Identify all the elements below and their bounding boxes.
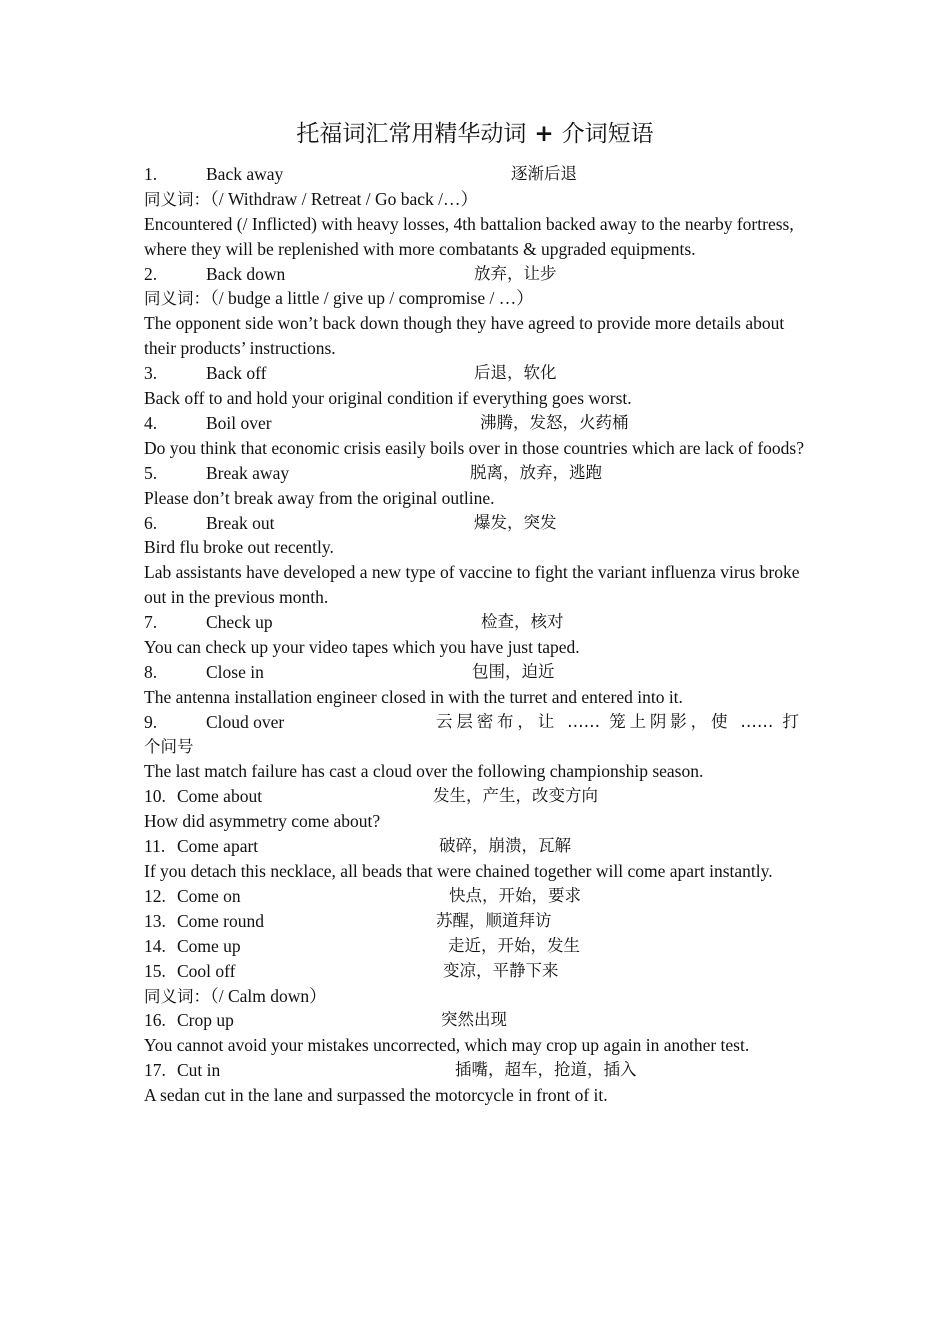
entry-example: The opponent side won’t back down though they have agreed to provide more details about their products’ instructions.	[144, 313, 785, 359]
entry-meaning: 突然出现	[441, 1010, 507, 1030]
entry-number: 4.	[144, 412, 158, 433]
entry-example: You cannot avoid your mistakes uncorrected, which may crop up again in another test.	[144, 1035, 750, 1056]
entry-term: Back away	[206, 164, 284, 184]
entry-header	[144, 934, 804, 959]
vocabulary-list	[144, 162, 804, 1108]
entry-header	[144, 660, 804, 685]
entry-term: Boil over	[206, 412, 272, 433]
entry-term: Come about	[177, 786, 263, 807]
entry-term: Come on	[177, 885, 241, 906]
entry-header	[144, 461, 804, 486]
entry-term: Crop up	[177, 1010, 234, 1031]
entry-header	[144, 411, 804, 436]
entry-meaning: 逐渐后退	[511, 164, 577, 183]
synonym-list: （/ budge a little / give up / compromise / …）	[210, 288, 534, 309]
entry-meaning: 包围，迫近	[472, 661, 555, 681]
title-plus: +	[534, 121, 554, 147]
entry-term: Back off	[206, 363, 267, 384]
entry-number: 16.	[144, 1010, 166, 1031]
entry-number: 5.	[144, 462, 158, 483]
entry-header	[144, 262, 804, 287]
entry-example: The last match failure has cast a cloud over the following championship season.	[144, 761, 704, 782]
entry-synonyms	[144, 187, 804, 212]
synonym-list: （/ Withdraw / Retreat / Go back /…）	[210, 188, 479, 209]
synonym-label: 同义词：	[144, 289, 210, 309]
synonym-label: 同义词：	[144, 189, 210, 209]
entry-meaning: 破碎，崩溃，瓦解	[439, 836, 571, 856]
entry-header	[144, 909, 804, 934]
entry-meaning: 沸腾，发怒，火药桶	[480, 412, 629, 432]
page-title	[0, 118, 950, 150]
entry-meaning: 检查，核对	[481, 612, 564, 632]
entry-meaning: 云层密布，让 …… 笼上阴影，使 …… 打	[436, 711, 799, 731]
entry-term: Close in	[206, 661, 264, 682]
entry-meaning: 脱离，放弃，逃跑	[470, 462, 602, 482]
entry-meaning-continued: 个问号	[144, 736, 194, 756]
entry-example: How did asymmetry come about?	[144, 811, 381, 832]
entry-number: 11.	[144, 836, 166, 857]
entry-header	[144, 710, 804, 735]
entry-meaning: 苏醒，顺道拜访	[436, 910, 552, 930]
entry-number: 10.	[144, 786, 166, 807]
entry-meaning: 走近，开始，发生	[448, 935, 580, 955]
entry-synonyms	[144, 984, 804, 1009]
entry-term: Come up	[177, 935, 241, 956]
entry-example: Back off to and hold your original condition if everything goes worst.	[144, 388, 632, 409]
entry-example: Bird flu broke out recently.	[144, 537, 334, 558]
entry-header	[144, 511, 804, 536]
entry-term: Check up	[206, 612, 273, 633]
entry-header	[144, 1008, 804, 1033]
entry-number: 12.	[144, 885, 166, 906]
entry-example: The antenna installation engineer closed in with the turret and entered into it.	[144, 686, 683, 707]
entry-meaning: 爆发，突发	[474, 512, 557, 532]
entry-header	[144, 834, 804, 859]
entry-term: Cloud over	[206, 711, 285, 732]
entry-number: 7.	[144, 612, 158, 633]
entry-term: Come round	[177, 910, 265, 931]
entry-example: You can check up your video tapes which you have just taped.	[144, 637, 580, 658]
entry-header	[144, 162, 804, 187]
entry-synonyms	[144, 286, 804, 311]
entry-number: 15.	[144, 960, 166, 981]
entry-number: 14.	[144, 935, 166, 956]
entry-header	[144, 784, 804, 809]
entry-meaning: 发生，产生，改变方向	[433, 786, 598, 806]
entry-term: Break away	[206, 462, 290, 483]
entry-number: 9.	[144, 711, 158, 732]
entry-example: Do you think that economic crisis easily boils over in those countries which are lack of foods?	[144, 437, 804, 458]
entry-number: 6.	[144, 512, 158, 533]
entry-number: 13.	[144, 910, 166, 931]
entry-header	[144, 361, 804, 386]
entry-meaning: 后退，软化	[474, 363, 557, 383]
entry-term: Cut in	[177, 1060, 221, 1081]
entry-header	[144, 1058, 804, 1083]
title-right: 介词短语	[561, 121, 654, 147]
entry-meaning: 放弃，让步	[474, 263, 557, 283]
entry-number: 2.	[144, 263, 158, 284]
entry-term: Cool off	[177, 960, 236, 981]
entry-meaning: 插嘴，超车，抢道，插入	[455, 1060, 637, 1080]
entry-example: Encountered (/ Inflicted) with heavy losses, 4th battalion backed away to the nearby fortress, where they will be replenished with more combatants & upgraded equipments.	[144, 213, 794, 259]
entry-header	[144, 610, 804, 635]
title-left: 托福词汇常用精华动词	[296, 121, 527, 147]
entry-example: If you detach this necklace, all beads that were chained together will come apart instantly.	[144, 861, 773, 882]
entry-term: Come apart	[177, 836, 259, 857]
entry-meaning: 变凉，平静下来	[443, 960, 559, 980]
entry-number: 1.	[144, 164, 158, 184]
entry-term: Break out	[206, 512, 275, 533]
entry-header	[144, 884, 804, 909]
entry-example: Please don’t break away from the original outline.	[144, 487, 495, 508]
entry-header	[144, 959, 804, 984]
entry-number: 17.	[144, 1060, 166, 1081]
entry-number: 3.	[144, 363, 158, 384]
entry-example: Lab assistants have developed a new type of vaccine to fight the variant influenza virus broke out in the previous month.	[144, 562, 800, 608]
synonym-list: （/ Calm down）	[210, 985, 327, 1006]
entry-number: 8.	[144, 661, 158, 682]
entry-example: A sedan cut in the lane and surpassed the motorcycle in front of it.	[144, 1085, 608, 1106]
synonym-label: 同义词：	[144, 986, 210, 1006]
entry-term: Back down	[206, 263, 286, 284]
entry-meaning: 快点，开始，要求	[449, 885, 581, 905]
